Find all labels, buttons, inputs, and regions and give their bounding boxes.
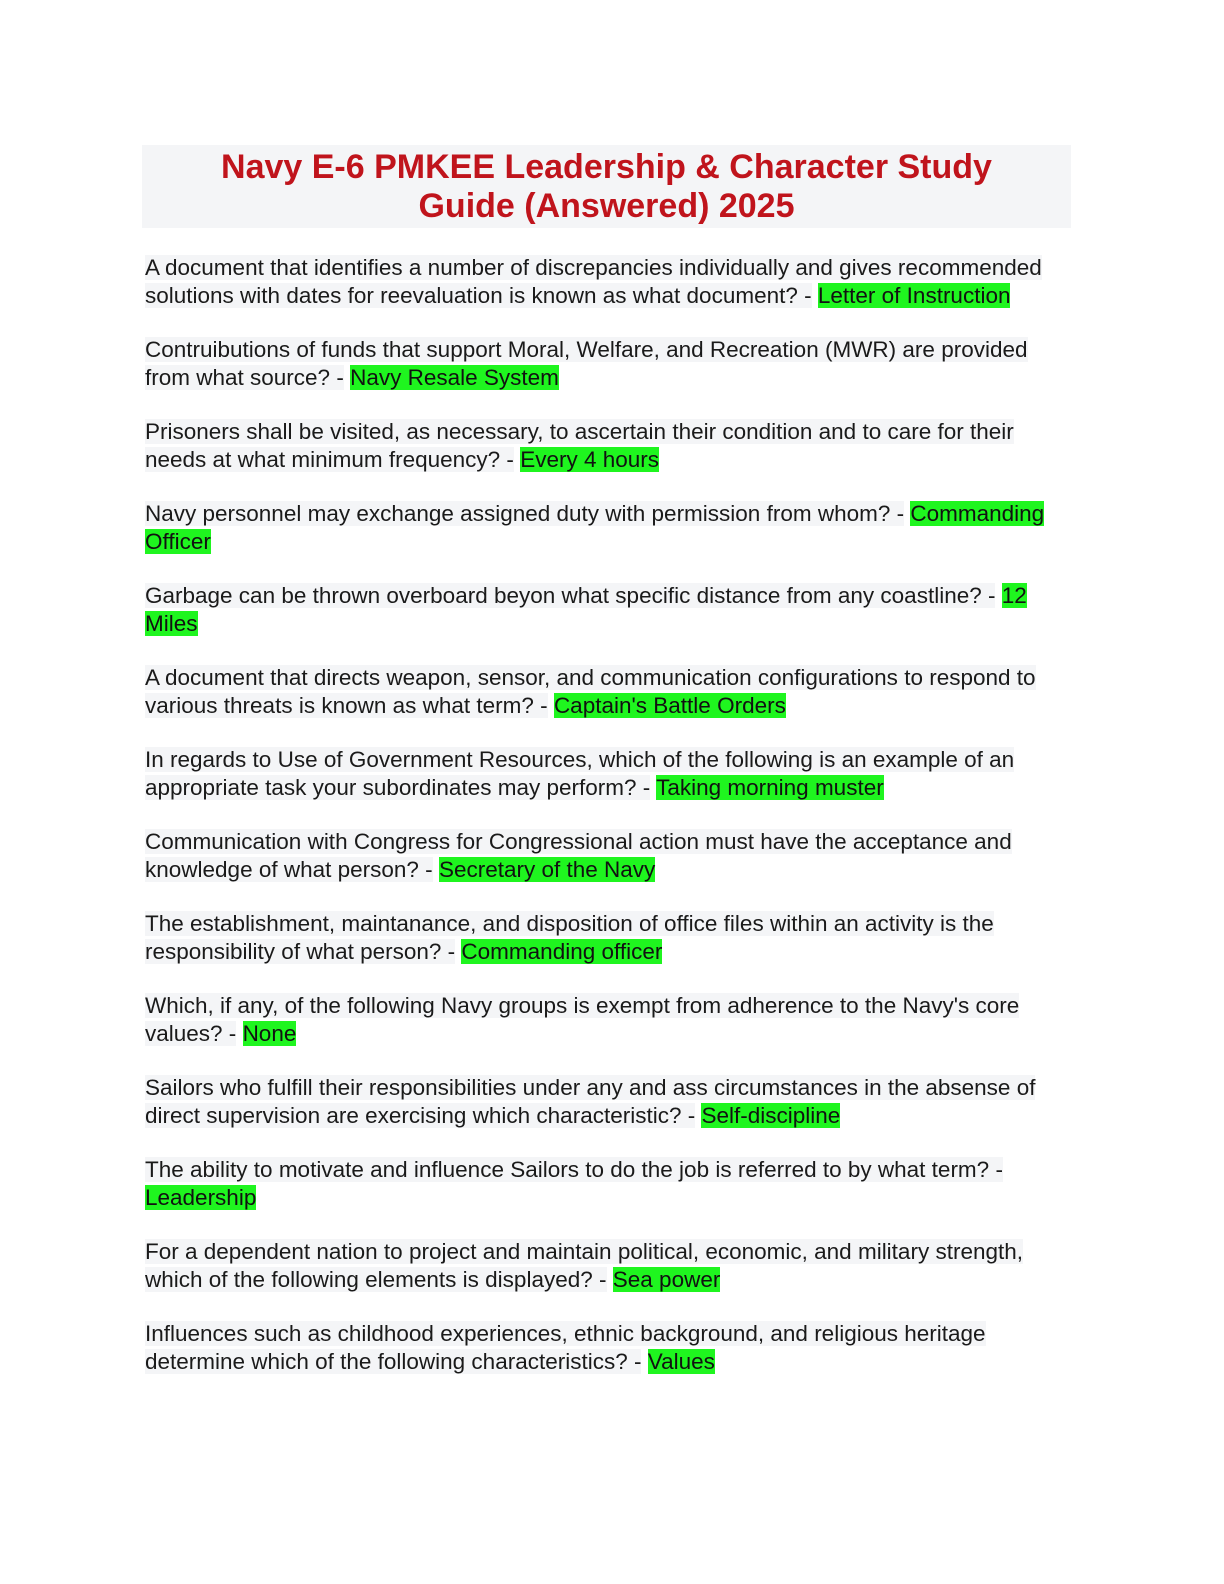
answer-highlight: Commanding officer: [461, 938, 663, 964]
question-text: For a dependent nation to project and maintain political, economic, and military strength, which of the following elements is displayed? -: [145, 1239, 1023, 1292]
qa-item-9: [145, 910, 1075, 965]
qa-item-10: [145, 992, 1075, 1047]
question-text: Garbage can be thrown overboard beyon what specific distance from any coastline? -: [145, 583, 996, 608]
qa-item-14: [145, 1320, 1075, 1375]
question-text: A document that identifies a number of discrepancies individually and gives recommended solutions with dates for reevaluation is known as what document? -: [145, 255, 1042, 308]
answer-highlight: 12 Miles: [145, 583, 1027, 636]
question-text: Navy personnel may exchange assigned duty with permission from whom? -: [145, 501, 905, 526]
qa-item-2: [145, 336, 1075, 391]
answer-highlight: Every 4 hours: [520, 446, 659, 472]
question-text: Influences such as childhood experiences, ethnic background, and religious heritage determine which of the following characteristics? -: [145, 1321, 986, 1374]
answer-highlight: Values: [647, 1348, 715, 1374]
document-title: Navy E-6 PMKEE Leadership & Character Study Guide (Answered) 2025: [221, 147, 992, 225]
question-text: Which, if any, of the following Navy groups is exempt from adherence to the Navy's core values? -: [145, 993, 1020, 1046]
qa-item-5: [145, 582, 1075, 637]
question-text: The ability to motivate and influence Sailors to do the job is referred to by what term? -: [145, 1157, 1003, 1182]
question-text: Sailors who fulfill their responsibilities under any and ass circumstances in the absense of direct supervision are exercising which characteristic? -: [145, 1075, 1036, 1128]
answer-highlight: Navy Resale System: [350, 364, 559, 390]
qa-item-7: [145, 746, 1075, 801]
answer-highlight: Taking morning muster: [656, 774, 884, 800]
question-text: A document that directs weapon, sensor, and communication configurations to respond to various threats is known as what term? -: [145, 665, 1036, 718]
question-text: In regards to Use of Government Resources, which of the following is an example of an appropriate task your subordinates may perform? -: [145, 747, 1015, 800]
answer-highlight: Secretary of the Navy: [438, 856, 656, 882]
question-text: Communication with Congress for Congressional action must have the acceptance and knowledge of what person? -: [145, 829, 1012, 882]
qa-item-12: [145, 1156, 1075, 1211]
qa-item-4: [145, 500, 1075, 555]
qa-item-8: [145, 828, 1075, 883]
qa-item-11: [145, 1074, 1075, 1129]
question-text: Contruibutions of funds that support Moral, Welfare, and Recreation (MWR) are provided from what source? -: [145, 337, 1028, 390]
question-text: The establishment, maintanance, and disposition of office files within an activity is the responsibility of what person? -: [145, 911, 994, 964]
qa-item-13: [145, 1238, 1075, 1293]
qa-item-6: [145, 664, 1075, 719]
title-banner: [142, 145, 1071, 228]
answer-highlight: Sea power: [612, 1266, 721, 1292]
question-text: Prisoners shall be visited, as necessary, to ascertain their condition and to care for their needs at what minimum frequency? -: [145, 419, 1014, 472]
qa-item-1: [145, 254, 1075, 309]
answer-highlight: Captain's Battle Orders: [553, 692, 786, 718]
answer-highlight: None: [242, 1020, 297, 1046]
answer-highlight: Letter of Instruction: [817, 282, 1011, 308]
qa-item-3: [145, 418, 1075, 473]
qa-list: [145, 254, 1075, 1402]
answer-highlight: Leadership: [145, 1184, 257, 1210]
answer-highlight: Commanding Officer: [145, 501, 1045, 554]
answer-highlight: Self-discipline: [701, 1102, 841, 1128]
